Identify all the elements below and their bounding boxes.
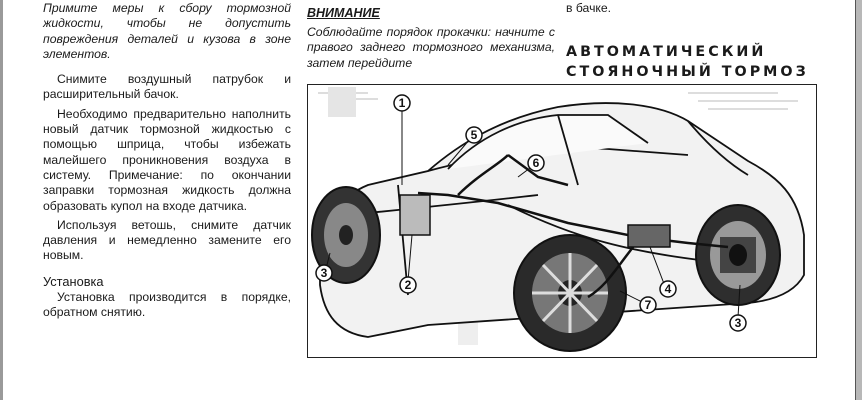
control-module	[400, 195, 430, 235]
rear-right-wheel	[696, 205, 780, 305]
car-illustration	[308, 85, 816, 357]
brake-actuator	[628, 225, 670, 247]
callout-6-label: 6	[532, 156, 540, 170]
heading-installation: Установка	[43, 273, 104, 289]
callout-2-label: 2	[404, 278, 412, 292]
paragraph-replace-sensor: Используя ветошь, снимите датчик давления и немедленно замените его новым.	[43, 217, 291, 263]
callout-1-label: 1	[398, 96, 406, 110]
callout-4-label: 4	[664, 282, 672, 296]
paragraph-fill-sensor: Необходимо предварительно наполнить новый датчик тормозной жидкостью с помощью шприца, чтобы избежать малейшего проникновения воздуха в систему. Примечание: по окончании заправки тормозная жидкость должна образовать купол на входе датчика.	[43, 106, 291, 213]
callout-3-rear-label: 3	[734, 316, 742, 330]
right-column	[566, 0, 816, 82]
left-column	[43, 0, 291, 321]
paragraph-collect-fluid: Примите меры к сбору тормозной жидкости, чтобы не допустить повреждения деталей и кузова в зоне элементов.	[43, 1, 291, 61]
callout-5-label: 5	[470, 128, 478, 142]
callout-7-label: 7	[644, 298, 652, 312]
paragraph-installation: Установка производится в порядке, обратном снятию.	[43, 290, 291, 320]
page-left-edge	[0, 0, 3, 400]
section-heading-line2: СТОЯНОЧНЫЙ ТОРМОЗ	[566, 64, 809, 81]
paragraph-remove-hose: Снимите воздушный патрубок и расширительный бачок.	[43, 72, 291, 102]
warning-title: ВНИМАНИЕ	[307, 6, 380, 20]
rear-left-wheel	[514, 235, 626, 351]
car-brake-diagram	[307, 84, 817, 358]
middle-column	[307, 0, 555, 71]
section-heading-line1: АВТОМАТИЧЕСКИЙ	[566, 44, 767, 61]
callout-3-front-label: 3	[320, 266, 328, 280]
text-fragment-reservoir: в бачке.	[566, 1, 612, 15]
page-right-edge-line	[855, 0, 856, 400]
page-right-edge	[856, 0, 862, 400]
warning-text: Соблюдайте порядок прокачки: начните с правого заднего тормозного механизма, затем перейдите	[307, 25, 555, 70]
